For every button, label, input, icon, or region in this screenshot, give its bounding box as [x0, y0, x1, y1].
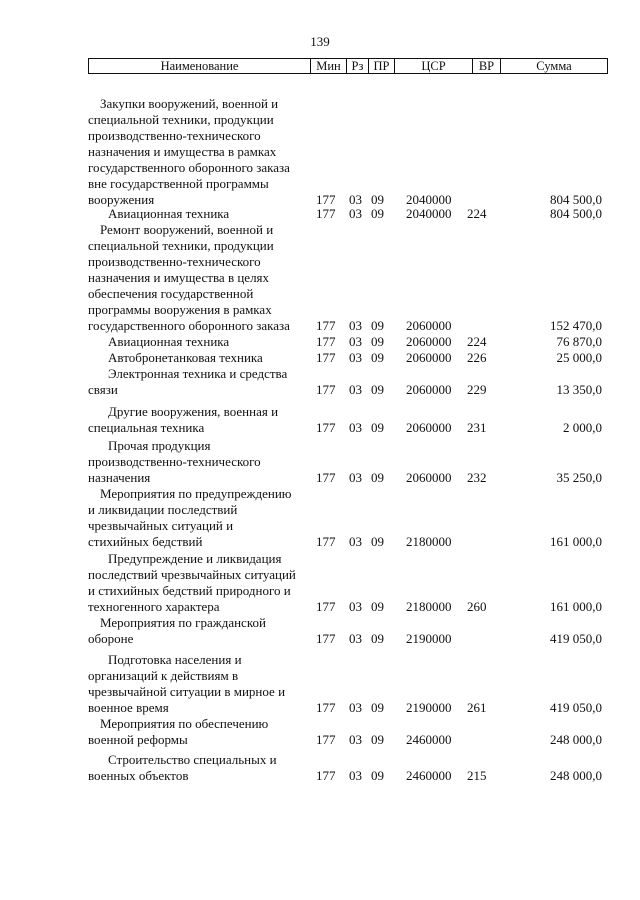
row-csr: 2190000	[406, 631, 452, 646]
row-min: 177	[316, 700, 336, 715]
row-csr: 2040000	[406, 206, 452, 221]
row-name	[88, 334, 308, 350]
row-name-line: программы вооружения в рамках	[88, 302, 272, 317]
row-csr: 2060000	[406, 470, 452, 485]
row-rz: 03	[349, 631, 362, 646]
row-name-line: организаций к действиям в	[88, 668, 239, 683]
row-pr: 09	[371, 599, 384, 614]
row-csr: 2460000	[406, 732, 452, 747]
row-name-line: специальной техники, продукции	[88, 238, 274, 253]
row-min: 177	[316, 470, 336, 485]
row-name-line: Подготовка населения и	[108, 652, 242, 667]
row-name-line: стихийных бедствий	[88, 534, 203, 549]
row-rz: 03	[349, 192, 362, 207]
row-csr: 2060000	[406, 420, 452, 435]
row-sum: 76 870,0	[556, 334, 602, 349]
row-vr: 231	[467, 420, 487, 435]
row-sum: 419 050,0	[550, 700, 602, 715]
row-name-line: назначения и имущества в рамках	[88, 144, 277, 159]
row-min: 177	[316, 382, 336, 397]
row-csr: 2180000	[406, 599, 452, 614]
row-pr: 09	[371, 350, 384, 365]
table-row	[0, 404, 640, 436]
row-name	[88, 404, 308, 436]
row-name-line: Мероприятия по гражданской	[100, 615, 266, 630]
row-name	[88, 716, 308, 748]
row-rz: 03	[349, 318, 362, 333]
row-csr: 2190000	[406, 700, 452, 715]
header-sum: Сумма	[536, 59, 572, 73]
row-sum: 161 000,0	[550, 534, 602, 549]
page-number: 139	[310, 34, 330, 49]
row-name-line: специальная техника	[88, 420, 205, 435]
row-name	[88, 615, 308, 647]
row-rz: 03	[349, 206, 362, 221]
table-row	[0, 366, 640, 398]
row-name	[88, 438, 308, 486]
row-csr: 2040000	[406, 192, 452, 207]
table-row	[0, 486, 640, 550]
table-row	[0, 752, 640, 784]
row-sum: 161 000,0	[550, 599, 602, 614]
row-name-line: связи	[88, 382, 118, 397]
row-name-line: Строительство специальных и	[108, 752, 277, 767]
row-csr: 2460000	[406, 768, 452, 783]
row-rz: 03	[349, 350, 362, 365]
row-sum: 804 500,0	[550, 192, 602, 207]
row-name-line: Другие вооружения, военная и	[108, 404, 279, 419]
row-sum: 152 470,0	[550, 318, 602, 333]
row-rz: 03	[349, 382, 362, 397]
row-min: 177	[316, 534, 336, 549]
row-vr: 224	[467, 206, 487, 221]
table-row	[0, 350, 640, 366]
row-name	[88, 96, 308, 208]
row-name-line: специальной техники, продукции	[88, 112, 274, 127]
row-name-line: обороне	[88, 631, 134, 646]
row-name	[88, 222, 308, 334]
row-name-line: и стихийных бедствий природного и	[88, 583, 291, 598]
row-name-line: Авиационная техника	[108, 206, 230, 221]
row-name-line: Авиационная техника	[108, 334, 230, 349]
row-name	[88, 551, 308, 615]
row-name-line: государственного оборонного заказа	[88, 318, 290, 333]
row-min: 177	[316, 631, 336, 646]
row-csr: 2060000	[406, 334, 452, 349]
row-name-line: чрезвычайной ситуации в мирное и	[88, 684, 286, 699]
row-rz: 03	[349, 732, 362, 747]
row-rz: 03	[349, 599, 362, 614]
row-pr: 09	[371, 470, 384, 485]
row-name-line: последствий чрезвычайных ситуаций	[88, 567, 296, 582]
table-row	[0, 222, 640, 334]
row-vr: 215	[467, 768, 487, 783]
row-csr: 2060000	[406, 350, 452, 365]
row-pr: 09	[371, 631, 384, 646]
row-vr: 226	[467, 350, 487, 365]
row-name-line: военной реформы	[88, 732, 188, 747]
table-row	[0, 206, 640, 222]
row-min: 177	[316, 318, 336, 333]
row-vr: 232	[467, 470, 487, 485]
table-row	[0, 716, 640, 748]
header-vr: ВР	[473, 59, 501, 73]
row-name-line: военное время	[88, 700, 169, 715]
row-name	[88, 486, 308, 550]
table-row	[0, 551, 640, 615]
row-sum: 419 050,0	[550, 631, 602, 646]
row-name-line: вооружения	[88, 192, 155, 207]
row-min: 177	[316, 350, 336, 365]
row-min: 177	[316, 732, 336, 747]
row-rz: 03	[349, 334, 362, 349]
row-name	[88, 206, 308, 222]
row-pr: 09	[371, 700, 384, 715]
row-rz: 03	[349, 420, 362, 435]
row-min: 177	[316, 192, 336, 207]
table-row	[0, 615, 640, 647]
row-name-line: обеспечения государственной	[88, 286, 254, 301]
row-sum: 25 000,0	[556, 350, 602, 365]
row-vr: 260	[467, 599, 487, 614]
row-name	[88, 350, 308, 366]
row-min: 177	[316, 768, 336, 783]
row-name-line: техногенного характера	[88, 599, 220, 614]
row-csr: 2180000	[406, 534, 452, 549]
row-sum: 35 250,0	[556, 470, 602, 485]
row-min: 177	[316, 206, 336, 221]
row-name-line: Автобронетанковая техника	[108, 350, 263, 365]
row-min: 177	[316, 599, 336, 614]
table-row	[0, 438, 640, 486]
row-name-line: Ремонт вооружений, военной и	[100, 222, 274, 237]
row-rz: 03	[349, 700, 362, 715]
header-csr: ЦСР	[395, 59, 473, 73]
row-vr: 229	[467, 382, 487, 397]
row-name	[88, 652, 308, 716]
table-row	[0, 652, 640, 716]
row-name	[88, 366, 308, 398]
row-name	[88, 752, 308, 784]
row-pr: 09	[371, 732, 384, 747]
row-name-line: государственного оборонного заказа	[88, 160, 290, 175]
row-name-line: Прочая продукция	[108, 438, 211, 453]
row-csr: 2060000	[406, 318, 452, 333]
row-sum: 804 500,0	[550, 206, 602, 221]
row-pr: 09	[371, 534, 384, 549]
row-name-line: чрезвычайных ситуаций и	[88, 518, 234, 533]
row-pr: 09	[371, 420, 384, 435]
row-pr: 09	[371, 206, 384, 221]
header-rz: Рз	[347, 59, 369, 73]
row-name-line: Мероприятия по предупреждению	[100, 486, 292, 501]
row-name-line: вне государственной программы	[88, 176, 269, 191]
row-min: 177	[316, 420, 336, 435]
row-name-line: назначения	[88, 470, 151, 485]
row-name-line: Электронная техника и средства	[108, 366, 288, 381]
row-pr: 09	[371, 334, 384, 349]
row-sum: 248 000,0	[550, 768, 602, 783]
row-rz: 03	[349, 768, 362, 783]
table-row	[0, 334, 640, 350]
row-name-line: военных объектов	[88, 768, 189, 783]
row-sum: 2 000,0	[563, 420, 602, 435]
row-min: 177	[316, 334, 336, 349]
row-vr: 224	[467, 334, 487, 349]
header-min: Мин	[311, 59, 347, 73]
row-csr: 2060000	[406, 382, 452, 397]
row-name-line: производственно-технического	[88, 454, 261, 469]
row-rz: 03	[349, 534, 362, 549]
row-name-line: Закупки вооружений, военной и	[100, 96, 279, 111]
row-vr: 261	[467, 700, 487, 715]
row-pr: 09	[371, 382, 384, 397]
row-name-line: Мероприятия по обеспечению	[100, 716, 269, 731]
row-name-line: назначения и имущества в целях	[88, 270, 270, 285]
row-pr: 09	[371, 192, 384, 207]
row-rz: 03	[349, 470, 362, 485]
row-name-line: и ликвидации последствий	[88, 502, 238, 517]
row-name-line: производственно-технического	[88, 128, 261, 143]
header-name: Наименование	[89, 59, 311, 73]
row-name-line: производственно-технического	[88, 254, 261, 269]
table-row	[0, 96, 640, 208]
row-pr: 09	[371, 318, 384, 333]
row-name-line: Предупреждение и ликвидация	[108, 551, 282, 566]
header-pr: ПР	[369, 59, 395, 73]
row-sum: 13 350,0	[556, 382, 602, 397]
row-pr: 09	[371, 768, 384, 783]
row-sum: 248 000,0	[550, 732, 602, 747]
